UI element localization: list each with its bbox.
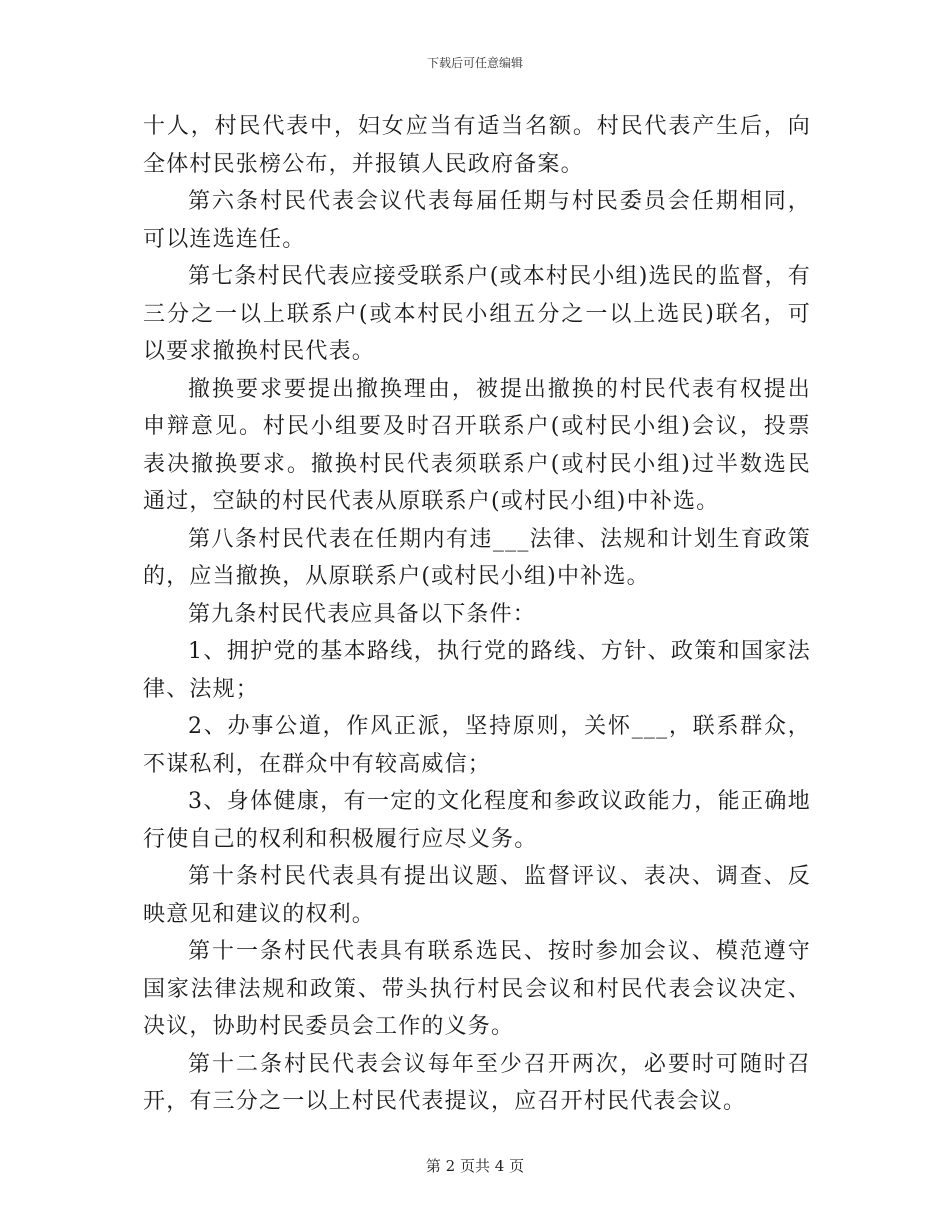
paragraph-article-9: 第九条村民代表应具备以下条件：	[188, 601, 537, 627]
paragraph-article-7: 第七条村民代表应接受联系户(或本村民小组)选民的监督，有三分之一以上联系户(或本村民小组五分之一以上选民)联名，可以要求撤换村民代表。	[143, 264, 811, 364]
paragraph-article-10: 第十条村民代表具有提出议题、监督评议、表决、调查、反映意见和建议的权利。	[143, 864, 811, 927]
paragraph-article-12: 第十二条村民代表会议每年至少召开两次，必要时可随时召开，有三分之一以上村民代表提议，应召开村民代表会议。	[143, 1051, 811, 1114]
paragraph-article-11: 第十一条村民代表具有联系选民、按时参加会议、模范遵守国家法律法规和政策、带头执行村民会议和村民代表会议决定、决议，协助村民委员会工作的义务。	[143, 939, 811, 1039]
list-item-condition-3: 3、身体健康，有一定的文化程度和参政议政能力，能正确地行使自己的权利和积极履行应尽义务。	[143, 789, 811, 852]
paragraph-continuation: 十人，村民代表中，妇女应当有适当名额。村民代表产生后，向全体村民张榜公布，并报镇人民政府备案。	[143, 114, 811, 177]
paragraph-article-8: 第八条村民代表在任期内有违___法律、法规和计划生育政策的，应当撤换，从原联系户(或村民小组)中补选。	[143, 526, 811, 589]
page-footer: 第 2 页共 4 页	[425, 1157, 525, 1175]
paragraph-article-6: 第六条村民代表会议代表每届任期与村民委员会任期相同，可以连选连任。	[143, 189, 811, 252]
list-item-condition-2: 2、办事公道，作风正派，坚持原则，关怀___，联系群众，不谋私利，在群众中有较高威信；	[143, 714, 811, 777]
document-body	[143, 108, 811, 1121]
paragraph-recall-procedure: 撤换要求要提出撤换理由，被提出撤换的村民代表有权提出申辩意见。村民小组要及时召开联系户(或村民小组)会议，投票表决撤换要求。撤换村民代表须联系户(或村民小组)过半数选民通过，空缺的村民代表从原联系户(或村民小组)中补选。	[143, 376, 811, 514]
list-item-condition-1: 1、拥护党的基本路线，执行党的路线、方针、政策和国家法律、法规；	[143, 639, 811, 702]
page-header: 下载后可任意编辑	[426, 56, 523, 70]
